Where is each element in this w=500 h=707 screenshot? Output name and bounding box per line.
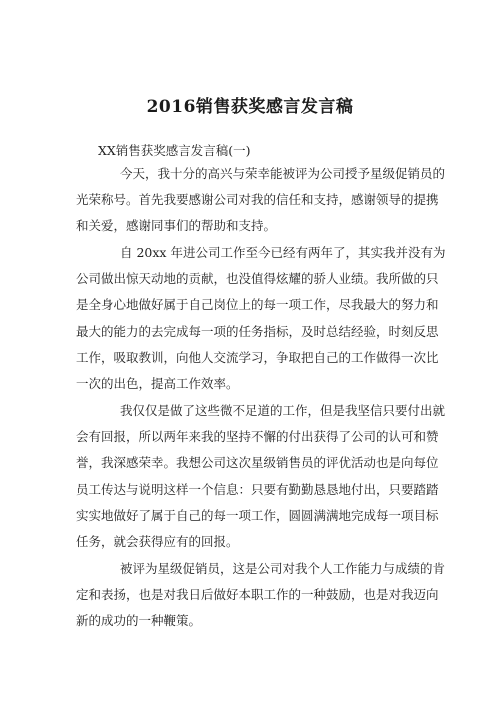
paragraph-line: 我仅仅是做了这些微不足道的工作，但是我坚信只要付出就	[120, 403, 446, 418]
paragraph-line: 工作，吸取教训，向他人交流学习，争取把自己的工作做得一次比	[76, 350, 439, 365]
paragraph-line: 今天，我十分的高兴与荣幸能被评为公司授予星级促销员的	[120, 166, 446, 181]
paragraph-line: 公司做出惊天动地的贡献，也没值得炫耀的骄人业绩。我所做的只	[76, 271, 439, 286]
paragraph-line: 实实地做好了属于自己的每一项工作，圆圆满满地完成每一项目标	[76, 508, 439, 523]
paragraph-line: 员工传达与说明这样一个信息：只要有勤勤恳恳地付出，只要踏踏	[76, 482, 439, 497]
paragraph-line: 任务，就会获得应有的回报。	[76, 534, 239, 549]
document-title: 2016销售获奖感言发言稿	[146, 97, 354, 117]
paragraph-line: 是全身心地做好属于自己岗位上的每一项工作，尽我最大的努力和	[76, 297, 439, 312]
paragraph-line: 最大的能力的去完成每一项的任务指标，及时总结经验，时刻反思	[76, 324, 439, 339]
paragraph-line: 会有回报，所以两年来我的坚持不懈的付出获得了公司的认可和赞	[76, 429, 439, 444]
paragraph-line: 和关爱，感谢同事们的帮助和支持。	[76, 218, 277, 233]
paragraph-line: 定和表扬，也是对我日后做好本职工作的一种鼓励，也是对我迈向	[76, 587, 439, 602]
paragraph-line: 新的成功的一种鞭策。	[76, 613, 202, 628]
paragraph-line: 光荣称号。首先我要感谢公司对我的信任和支持，感谢领导的提携	[76, 192, 439, 207]
paragraph-line: 自 20xx 年进公司工作至今已经有两年了，其实我并没有为	[120, 245, 446, 260]
paragraph-line: 誉，我深感荣幸。我想公司这次星级销售员的评优活动也是向每位	[76, 455, 439, 470]
paragraph-line: 被评为星级促销员，这是公司对我个人工作能力与成绩的肯	[120, 561, 446, 576]
paragraph-line: 一次的出色，提高工作效率。	[76, 376, 239, 391]
document-subtitle: XX销售获奖感言发言稿(一)	[98, 143, 251, 158]
